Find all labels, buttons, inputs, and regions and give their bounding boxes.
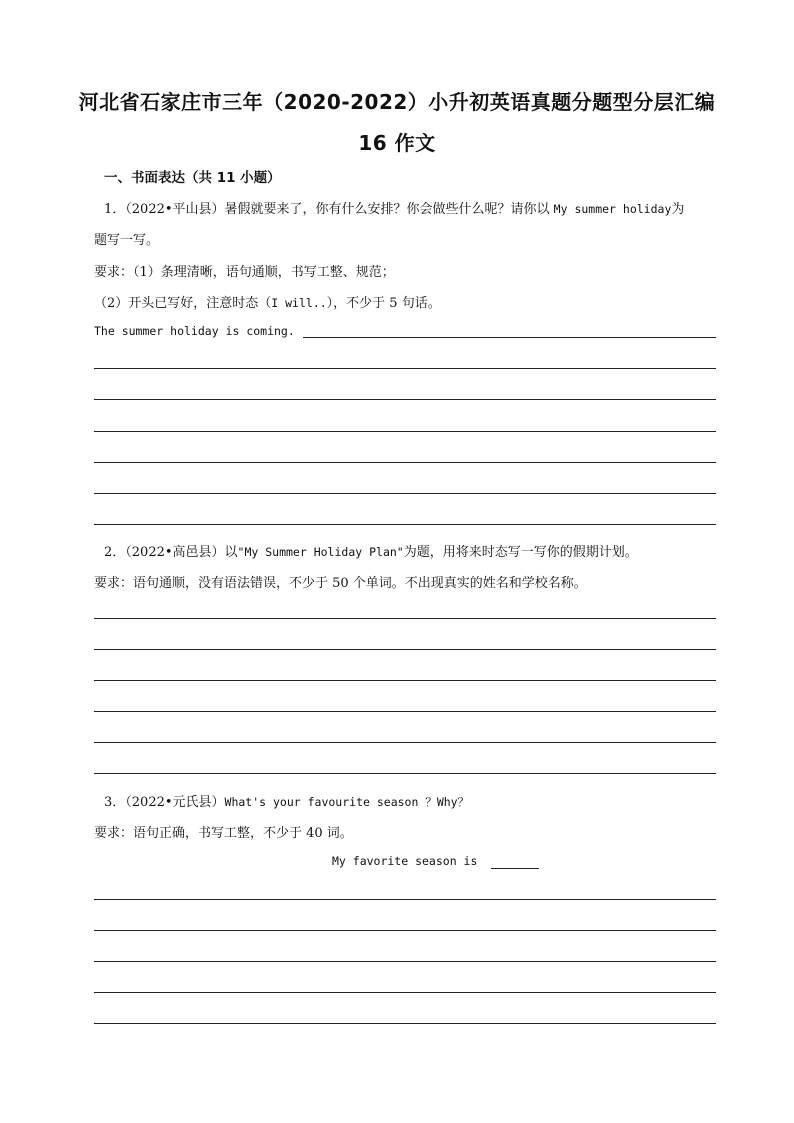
question-1-topic: My summer holiday [553,202,672,216]
requirement-text: （2）开头已写好，注意时态（ [94,296,272,311]
answer-line[interactable] [94,773,716,774]
fill-in-blank[interactable] [491,856,539,869]
question-1-prompt-end: 为 [671,202,685,217]
question-3-number: 3．（2022•元氏县） [104,795,225,810]
answer-line[interactable] [94,399,716,400]
answer-line[interactable] [94,368,716,369]
answer-line[interactable] [94,462,716,463]
answer-line[interactable] [303,337,716,338]
page-subtitle: 16 作文 [358,131,436,155]
answer-line[interactable] [94,431,716,432]
question-2-prompt-end: 为题，用将来时态写一写你的假期计划。 [403,545,638,560]
answer-line[interactable] [94,711,716,712]
question-1-prompt-continuation: 题写一写。 [94,233,160,248]
answer-line[interactable] [94,961,716,962]
question-1-requirement-1 [94,261,395,280]
question-3-topic: What's your favourite season ？Why？ [224,795,470,809]
answer-line[interactable] [94,524,716,525]
answer-line[interactable] [94,992,716,993]
answer-line[interactable] [94,899,716,900]
answer-line[interactable] [94,680,716,681]
answer-line[interactable] [94,1023,716,1024]
question-2-requirement: 要求：语句通顺，没有语法错误，不少于 50 个单词。不出现真实的姓名和学校名称。 [94,576,587,591]
question-1-number: 1．（2022•平山县） [104,202,225,217]
answer-line[interactable] [94,930,716,931]
question-2-topic: "My Summer Holiday Plan" [237,545,404,559]
lead-sentence-text: My favorite season is [332,854,478,868]
answer-line[interactable] [94,742,716,743]
question-1-lead-sentence: The summer holiday is coming. [94,324,295,338]
question-1-requirement-2 [94,292,441,311]
answer-line[interactable] [94,649,716,650]
section-heading: 一、书面表达（共 11 小题） [104,170,281,186]
question-2-prompt-text: 以 [224,545,238,560]
page-title: 河北省石家庄市三年（2020-2022）小升初英语真题分题型分层汇编 [78,90,716,114]
requirement-text-end: ），不少于 5 句话。 [326,296,441,311]
answer-line[interactable] [94,618,716,619]
requirement-label: 要求： [94,265,134,280]
requirement-tense-example: I will.. [271,296,327,310]
question-1-prompt [104,198,684,217]
question-3-requirement: 要求：语句正确，书写工整，不少于 40 词。 [94,826,353,841]
question-3-prompt [104,791,469,810]
answer-line[interactable] [94,493,716,494]
question-2-prompt [104,541,638,560]
question-2-number: 2．（2022•高邑县） [104,545,225,560]
question-1-prompt-text: 暑假就要来了，你有什么安排？你会做些什么呢？请你以 [224,202,554,217]
question-3-lead-sentence [332,854,539,869]
requirement-text: （1）条理清晰，语句通顺，书写工整、规范； [133,265,395,280]
